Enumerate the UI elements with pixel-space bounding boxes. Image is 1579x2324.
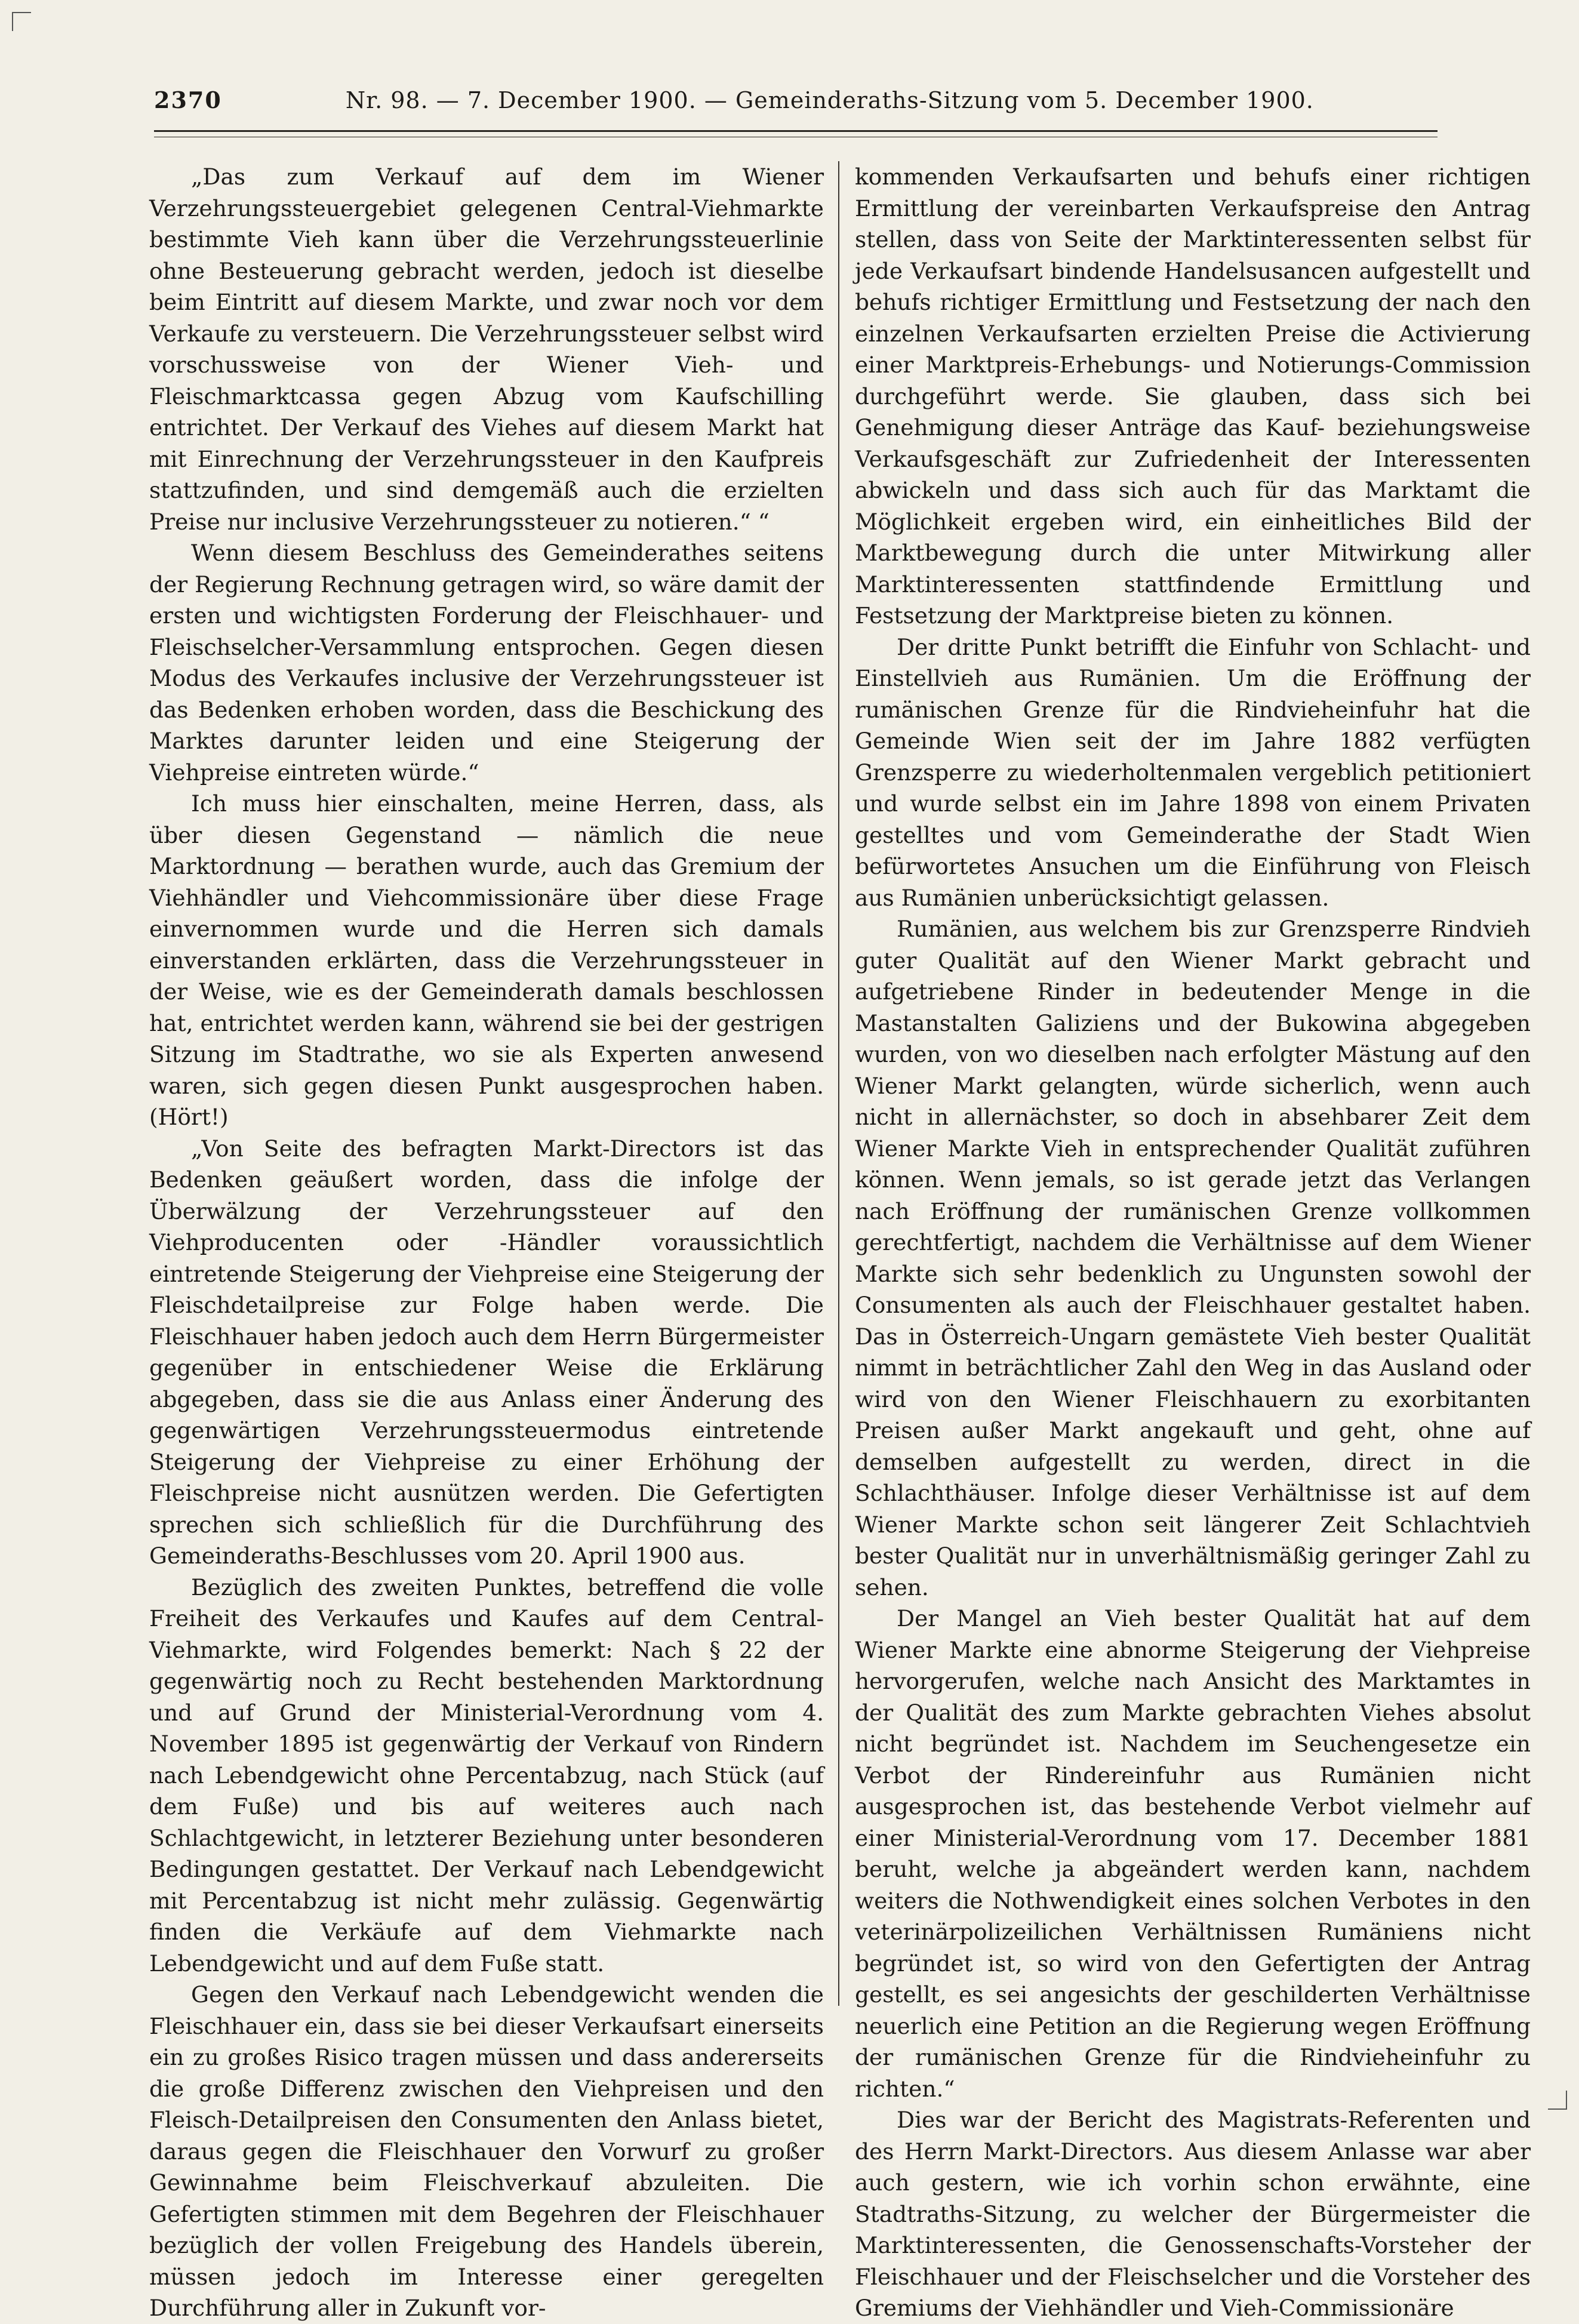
paragraph: Der dritte Punkt betrifft die Einfuhr von Schlacht- und Einstellvieh aus Rumänien. Um die Eröffnung der rumänischen Grenze für die Rindvieheinfuhr hat die Gemeinde Wien seit der im Jahre 1882 verfügten Grenzsperre zu wiederholtenmalen vergeblich petitioniert und wurde selbst ein im Jahre 1898 von einem Privaten gestelltes und vom Gemeinderathe der Stadt Wien befürwortetes Ansuchen um die Einführung von Fleisch aus Rumänien unberücksichtigt gelassen. — [855, 633, 1531, 911]
paragraph: Wenn diesem Beschluss des Gemeinderathes seitens der Regierung Rechnung getragen wird, so wäre damit der ersten und wichtigsten Forderung der Fleischhauer- und Fleischselcher-Versammlung entsprochen. Gegen diesen Modus des Verkaufes inclusive der Verzehrungssteuer ist das Bedenken erhoben worden, dass die Beschickung des Marktes darunter leiden und eine Steigerung der Viehpreise eintreten würde.“ — [149, 540, 824, 786]
header-rule — [154, 130, 1438, 137]
crop-mark — [12, 12, 31, 31]
paragraph: Dies war der Bericht des Magistrats-Referenten und des Herrn Markt-Directors. Aus diesem Anlasse war aber auch gestern, wie ich vorhin schon erwähnte, eine Stadtraths-Sitzung, zu welcher der Bürgermeister die Marktinteressenten, die Genossenschafts-Vorsteher der Fleischhauer und der Fleischselcher und die Vorsteher des Gremiums der Viehhändler und Vieh-Commissionäre — [855, 2107, 1531, 2321]
crop-mark — [1548, 2091, 1567, 2110]
column-divider — [838, 161, 839, 2006]
page-number: 2370 — [154, 87, 222, 113]
paragraph: Bezüglich des zweiten Punktes, betreffend die volle Freiheit des Verkaufes und Kaufes auf dem Central-Viehmarkte, wird Folgendes bemerkt: Nach § 22 der gegenwärtig noch zu Recht bestehenden Marktordnung und auf Grund der Ministerial-Verordnung vom 4. November 1895 ist gegenwärtig der Verkauf von Rindern nach Lebendgewicht ohne Percentabzug, nach Stück (auf dem Fuße) und bis auf weiteres auch nach Schlachtgewicht, in letzterer Beziehung unter besonderen Bedingungen gestattet. Der Verkauf nach Lebendgewicht mit Percentabzug ist nicht mehr zulässig. Gegenwärtig finden die Verkäufe auf dem Viehmarkte nach Lebendgewicht und auf dem Fuße statt. — [149, 1574, 824, 1977]
page-header — [154, 87, 1438, 128]
paragraph: kommenden Verkaufsarten und behufs einer richtigen Ermittlung der vereinbarten Verkaufspreise den Antrag stellen, dass von Seite der Marktinteressenten selbst für jede Verkaufsart bindende Handelsusancen aufgestellt und behufs richtiger Ermittlung und Festsetzung der nach den einzelnen Verkaufsarten erzielten Preise die Activierung einer Marktpreis-Erhebungs- und Notierungs-Commission durchgeführt werde. Sie glauben, dass sich bei Genehmigung dieser Anträge das Kauf- beziehungsweise Verkaufsgeschäft zur Zufriedenheit der Interessenten abwickeln und dass sich auch für das Marktamt die Möglichkeit ergeben wird, ein einheitliches Bild der Marktbewegung durch die unter Mitwirkung aller Marktinteressenten stattfindende Ermittlung und Festsetzung der Marktpreise bieten zu können. — [855, 164, 1531, 629]
right-column — [855, 161, 1531, 2321]
running-head: Nr. 98. — 7. December 1900. — Gemeinderaths-Sitzung vom 5. December 1900. — [345, 87, 1314, 113]
paragraph: Rumänien, aus welchem bis zur Grenzsperre Rindvieh guter Qualität auf den Wiener Markt gebracht und aufgetriebene Rinder in bedeutender Menge in die Mastanstalten Galiziens und der Bukowina abgegeben wurden, von wo dieselben nach erfolgter Mästung auf den Wiener Markt gelangten, würde sicherlich, wenn auch nicht in allernächster, so doch in absehbarer Zeit dem Wiener Markte Vieh in entsprechender Qualität zuführen können. Wenn jemals, so ist gerade jetzt das Verlangen nach Eröffnung der rumänischen Grenze vollkommen gerechtfertigt, nachdem die Verhältnisse auf dem Wiener Markte sich sehr bedenklich zu Ungunsten sowohl der Consumenten als auch der Fleischhauer gestaltet haben. Das in Österreich-Ungarn gemästete Vieh bester Qualität nimmt in beträchtlicher Zahl den Weg in das Ausland oder wird von den Wiener Fleischhauern zu exorbitanten Preisen außer Markt angekauft und geht, ohne auf demselben aufgestellt zu werden, direct in die Schlachthäuser. Infolge dieser Verhältnisse ist auf dem Wiener Markte schon seit längerer Zeit Schlachtvieh bester Qualität nur in unverhältnismäßig geringer Zahl zu sehen. — [855, 916, 1531, 1600]
paragraph: Ich muss hier einschalten, meine Herren, dass, als über diesen Gegenstand — nämlich die neue Marktordnung — berathen wurde, auch das Gremium der Viehhändler und Viehcommissionäre über diese Frage einvernommen wurde und die Herren sich damals einverstanden erklärten, dass die Verzehrungssteuer in der Weise, wie es der Gemeinderath damals beschlossen hat, entrichtet werden kann, während sie bei der gestrigen Sitzung im Stadtrathe, wo sie als Experten anwesend waren, sich gegen diesen Punkt ausgesprochen haben. (Hört!) — [149, 790, 824, 1130]
paragraph: „Von Seite des befragten Markt-Directors ist das Bedenken geäußert worden, dass die infolge der Überwälzung der Verzehrungssteuer auf den Viehproducenten oder -Händler voraussichtlich eintretende Steigerung der Viehpreise eine Steigerung der Fleischdetailpreise zur Folge haben werde. Die Fleischhauer haben jedoch auch dem Herrn Bürgermeister gegenüber in entschiedener Weise die Erklärung abgegeben, dass sie die aus Anlass einer Änderung des gegenwärtigen Verzehrungssteuermodus eintretende Steigerung der Viehpreise zu einer Erhöhung der Fleischpreise nicht ausnützen werden. Die Gefertigten sprechen sich schließlich für die Durchführung des Gemeinderaths-Beschlusses vom 20. April 1900 aus. — [149, 1135, 824, 1569]
paragraph: Gegen den Verkauf nach Lebendgewicht wenden die Fleischhauer ein, dass sie bei dieser Verkaufsart einerseits ein zu großes Risico tragen müssen und dass andererseits die große Differenz zwischen den Viehpreisen und den Fleisch-Detailpreisen den Consumenten den Anlass bietet, daraus gegen die Fleischhauer den Vorwurf zu großer Gewinnahme beim Fleischverkauf abzuleiten. Die Gefertigten stimmen mit dem Begehren der Fleischhauer bezüglich der vollen Freigebung des Handels überein, müssen jedoch im Interesse einer geregelten Durchführung aller in Zukunft vor- — [149, 1981, 824, 2321]
left-column — [149, 161, 824, 2321]
paragraph: „Das zum Verkauf auf dem im Wiener Verzehrungssteuergebiet gelegenen Central-Viehmarkte bestimmte Vieh kann über die Verzehrungssteuerlinie ohne Besteuerung gebracht werden, jedoch ist dieselbe beim Eintritt auf diesem Markte, und zwar noch vor dem Verkaufe zu versteuern. Die Verzehrungssteuer selbst wird vorschussweise von der Wiener Vieh- und Fleischmarktcassa gegen Abzug vom Kaufschilling entrichtet. Der Verkauf des Viehes auf diesem Markt hat mit Einrechnung der Verzehrungssteuer in den Kaufpreis stattzufinden, und sind demgemäß auch die erzielten Preise nur inclusive Verzehrungssteuer zu notieren.“ “ — [149, 164, 824, 535]
paragraph: Der Mangel an Vieh bester Qualität hat auf dem Wiener Markte eine abnorme Steigerung der Viehpreise hervorgerufen, welche nach Ansicht des Marktamtes in der Qualität des zum Markte gebrachten Viehes absolut nicht begründet ist. Nachdem im Seuchengesetze ein Verbot der Rindereinfuhr aus Rumänien nicht ausgesprochen ist, das bestehende Verbot vielmehr auf einer Ministerial-Verordnung vom 17. December 1881 beruht, welche ja abgeändert werden kann, nachdem weiters die Nothwendigkeit eines solchen Verbotes in den veterinärpolizeilichen Verhältnissen Rumäniens nicht begründet ist, so wird von den Gefertigten der Antrag gestellt, es sei angesichts der geschilderten Verhältnisse neuerlich eine Petition an die Regierung wegen Eröffnung der rumänischen Grenze für die Rindvieheinfuhr zu richten.“ — [855, 1605, 1531, 2102]
